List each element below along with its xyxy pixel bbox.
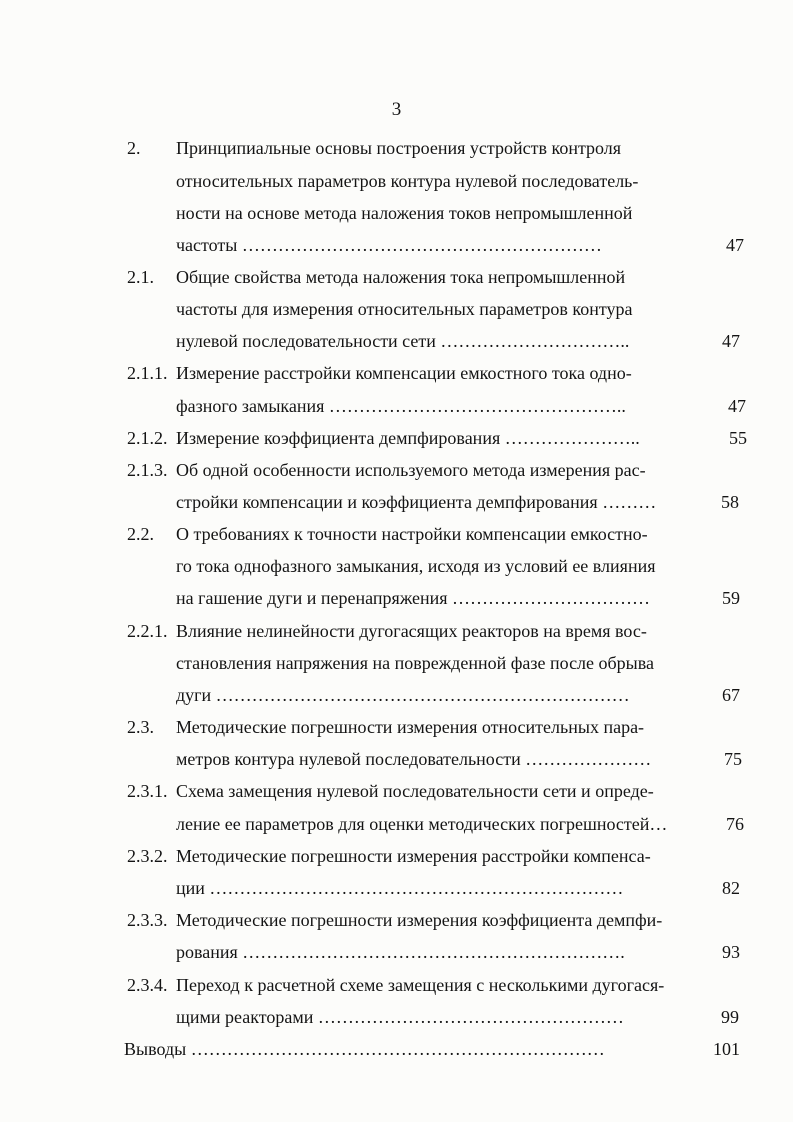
page-number: 3	[391, 99, 402, 120]
toc-entry-text-line: Схема замещения нулевой последовательности сети и опреде-	[176, 781, 654, 801]
toc-entry-page: 93	[722, 942, 740, 962]
toc-entry-page: 59	[722, 588, 740, 608]
toc-entry-page: 58	[721, 492, 739, 512]
toc-conclusion-label: Выводы ……………………………………………………………	[124, 1039, 605, 1059]
toc-entry-text-line: Методические погрешности измерения расстройки компенса-	[176, 846, 651, 866]
toc-entry-text-line: Влияние нелинейности дугогасящих реакторов на время вос-	[176, 621, 647, 641]
toc-entry-page: 55	[729, 428, 747, 448]
toc-entry-number: 2.3.	[127, 717, 154, 737]
toc-entry-text-line: Измерение коэффициента демпфирования …………………..	[176, 428, 640, 448]
toc-entry-text-line: Общие свойства метода наложения тока непромышленной	[176, 267, 626, 287]
toc-entry-text-line: относительных параметров контура нулевой последователь-	[176, 171, 639, 191]
toc-entry-text-line: Переход к расчетной схеме замещения с несколькими дугогася-	[176, 975, 665, 995]
toc-entry-text-line: дуги ……………………………………………………………	[176, 685, 630, 705]
toc-entry-number: 2.3.2.	[127, 846, 168, 866]
toc-entry-number: 2.	[127, 138, 141, 158]
toc-entry-number: 2.1.1.	[127, 363, 168, 383]
toc-entry-text-line: метров контура нулевой последовательности …………………	[176, 749, 652, 769]
toc-entry-page: 47	[726, 235, 744, 255]
toc-entry-number: 2.1.2.	[127, 428, 168, 448]
toc-entry-text-line: частоты ……………………………………………………	[176, 235, 602, 255]
toc-entry-text-line: Об одной особенности используемого метода измерения рас-	[176, 460, 646, 480]
toc-entry-text-line: ции ……………………………………………………………	[176, 878, 624, 898]
toc-entry-text-line: становления напряжения на поврежденной фазе после обрыва	[176, 653, 655, 673]
toc-entry-text-line: частоты для измерения относительных параметров контура	[176, 299, 633, 319]
toc-entry-page: 67	[722, 685, 740, 705]
toc-entry-text-line: Принципиальные основы построения устройств контроля	[176, 138, 622, 158]
toc-entry-text-line: ление ее параметров для оценки методических погрешностей…	[176, 814, 668, 834]
toc-entry-text-line: О требованиях к точности настройки компенсации емкостно-	[176, 524, 648, 544]
toc-entry-text-line: рования ……………………………………………………….	[176, 942, 625, 962]
toc-entry-number: 2.1.3.	[127, 460, 168, 480]
toc-entry-page: 47	[728, 396, 746, 416]
toc-entry-number: 2.2.	[127, 524, 154, 544]
toc-entry-text-line: фазного замыкания …………………………………………..	[176, 396, 626, 416]
toc-entry-text-line: го тока однофазного замыкания, исходя из условий ее влияния	[176, 556, 656, 576]
toc-entry-page: 47	[722, 331, 740, 351]
toc-entry-number: 2.3.3.	[127, 910, 168, 930]
toc-entry-text-line: нулевой последовательности сети …………………………..	[176, 331, 630, 351]
toc-entry-text-line: стройки компенсации и коэффициента демпфирования ………	[176, 492, 657, 512]
toc-entry-page: 99	[721, 1007, 739, 1027]
toc-entry-number: 2.3.4.	[127, 975, 168, 995]
toc-entry-number: 2.3.1.	[127, 781, 168, 801]
toc-entry-text-line: ности на основе метода наложения токов непромышленной	[176, 203, 633, 223]
toc-entry-number: 2.1.	[127, 267, 154, 287]
toc-entry-number: 2.2.1.	[127, 621, 168, 641]
toc-entry-page: 76	[726, 814, 744, 834]
toc-entry-text-line: Методические погрешности измерения относительных пара-	[176, 717, 645, 737]
toc-entry-text-line: Методические погрешности измерения коэффициента демпфи-	[176, 910, 663, 930]
toc-entry-text-line: Измерение расстройки компенсации емкостного тока одно-	[176, 363, 632, 383]
toc-entry-text-line: щими реакторами ……………………………………………	[176, 1007, 624, 1027]
toc-entry-page: 82	[722, 878, 740, 898]
toc-entry-page: 75	[724, 749, 742, 769]
toc-conclusion-page: 101	[713, 1039, 740, 1059]
toc-entry-text-line: на гашение дуги и перенапряжения ……………………………	[176, 588, 651, 608]
